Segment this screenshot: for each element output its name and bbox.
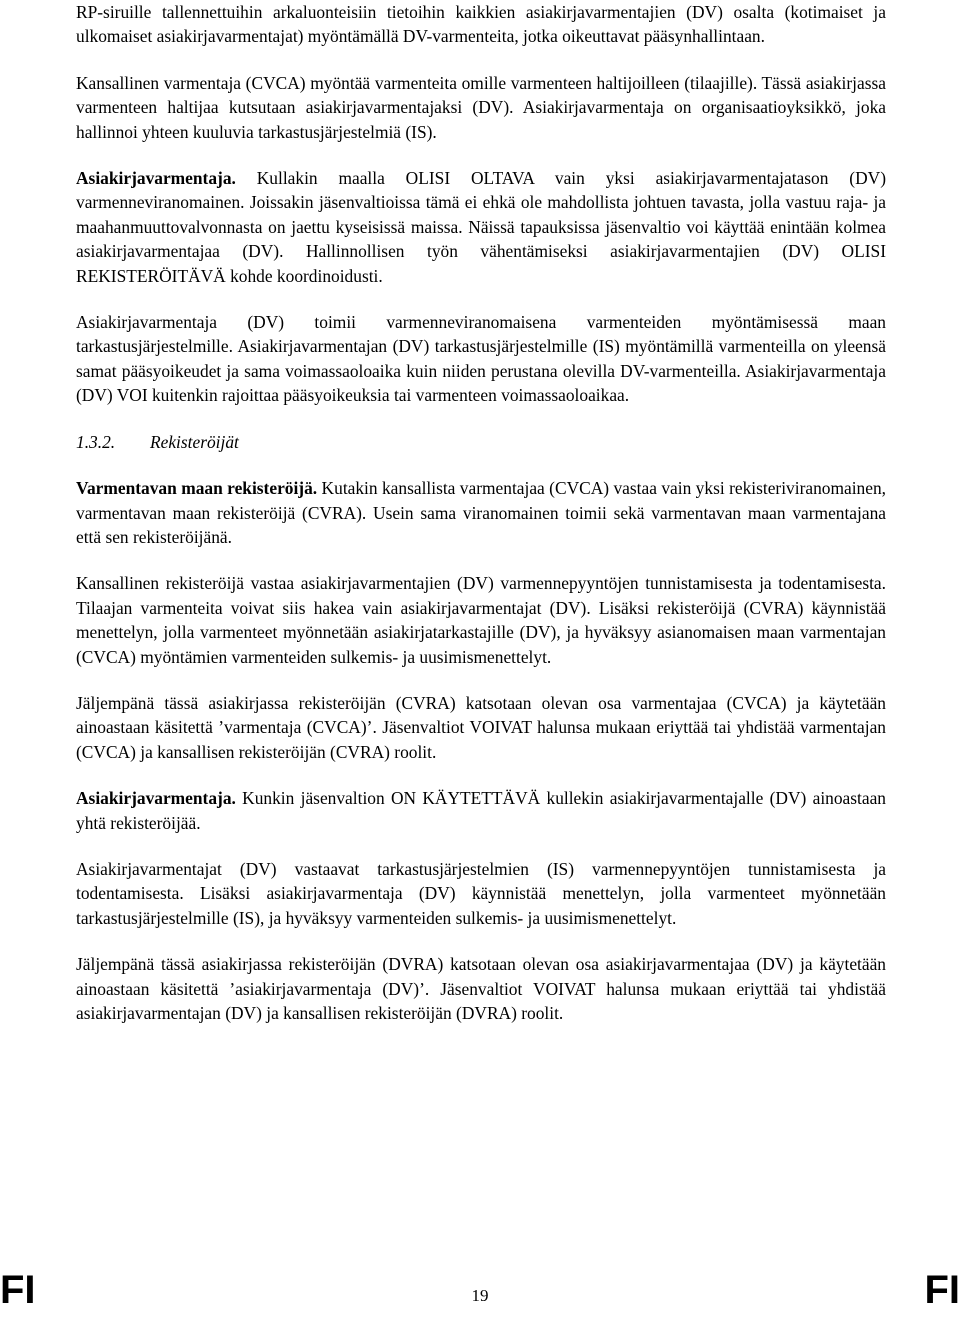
paragraph-2: Kansallinen varmentaja (CVCA) myöntää varmenteita omille varmenteen haltijoilleen (tilaajille). Tässä asiakirjassa varmenteen haltijaa kutsutaan asiakirjavarmentajaksi (DV). Asiakirjavarmentaja on organisaatioyksikkö, joka hallinnoi yhteen kuuluvia tarkastusjärjestelmiä (IS). xyxy=(76,72,886,142)
paragraph-4: Asiakirjavarmentaja (DV) toimii varmenneviranomaisena varmenteiden myöntämisessä maan tarkastusjärjestelmille. Asiakirjavarmentajan (DV) tarkastusjärjestelmille (IS) myöntämillä varmenteilla on yleensä samat pääsyoikeudet ja sama voimassaoloaika kuin niiden perustana olevilla DV-varmenteilla. Asiakirjavarmentaja (DV) VOI kuitenkin rajoittaa pääsyoikeuksia tai varmenteen voimassaoloaikaa. xyxy=(76,312,886,406)
section-title: Rekisteröijät xyxy=(150,431,239,452)
paragraph-5-bold-lead: Varmentavan maan rekisteröijä. xyxy=(76,478,318,499)
paragraph-8-bold-lead: Asiakirjavarmentaja. xyxy=(76,788,236,809)
page-number: 19 xyxy=(471,1286,489,1305)
paragraph-3 xyxy=(76,166,886,288)
section-number: 1.3.2. xyxy=(76,431,116,452)
paragraph-6: Kansallinen rekisteröijä vastaa asiakirjavarmentajien (DV) varmennepyyntöjen tunnistamisesta ja todentamisesta. Tilaajan varmenteita voivat siis hakea vain asiakirjavarmentajat (DV). Lisäksi rekisteröijä (CVRA) käynnistää menettelyn, jolla varmenteet myönnetään asiakirjatarkastajille (DV), ja hyväksyy asianomaisen maan varmentajan (CVCA) myöntämien varmenteiden sulkemis- ja uusimismenettelyt. xyxy=(76,573,886,667)
paragraph-7: Jäljempänä tässä asiakirjassa rekisteröijän (CVRA) katsotaan olevan osa varmentajaa (CVCA) ja käytetään ainoastaan käsitettä ’varmentaja (CVCA)’. Jäsenvaltiot VOIVAT halunsa mukaan eriyttää tai yhdistää varmentajan (CVCA) ja kansallisen rekisteröijän (CVRA) roolit. xyxy=(76,692,886,762)
section-heading xyxy=(76,430,886,454)
footer-language-left: FI xyxy=(0,1268,36,1312)
paragraph-8 xyxy=(76,786,886,835)
paragraph-5 xyxy=(76,476,886,549)
paragraph-3-body: Kullakin maalla OLISI OLTAVA vain yksi asiakirjavarmentajatason (DV) varmenneviranomainen. Joissakin jäsenvaltioissa tämä ei ehkä ole mahdollista johtuen tavasta, jolla vastuu raja- ja maahanmuuttovalvonnasta on jaettu kyseisissä maissa. Näissä tapauksissa jäsenvaltio voi käyttää enintään kolmea asiakirjavarmentajaa (DV). Hallinnollisen työn vähentämiseksi asiakirjavarmentajien (DV) OLISI REKISTERÖITÄVÄ kohde koordinoidusti. xyxy=(76,168,886,286)
paragraph-8-body: Kunkin jäsenvaltion ON KÄYTETTÄVÄ kullekin asiakirjavarmentajalle (DV) ainoastaan yhtä rekisteröijää. xyxy=(76,788,886,833)
footer-language-right: FI xyxy=(924,1268,960,1312)
paragraph-1: RP-siruille tallennettuihin arkaluonteisiin tietoihin kaikkien asiakirjavarmentajien (DV) osalta (kotimaiset ja ulkomaiset asiakirjavarmentajat) myöntämällä DV-varmenteita, jotka oikeuttavat pääsynhallintaan. xyxy=(76,2,886,47)
paragraph-9: Asiakirjavarmentajat (DV) vastaavat tarkastusjärjestelmien (IS) varmennepyyntöjen tunnistamisesta ja todentamisesta. Lisäksi asiakirjavarmentaja (DV) käynnistää menettelyn, jolla varmenteet myönnetään tarkastusjärjestelmille (IS), ja hyväksyy varmenteiden sulkemis- ja uusimismenettelyt. xyxy=(76,858,886,928)
paragraph-10: Jäljempänä tässä asiakirjassa rekisteröijän (DVRA) katsotaan olevan osa asiakirjavarmentajaa (DV) ja käytetään ainoastaan käsitettä ’asiakirjavarmentaja (DV)’. Jäsenvaltiot VOIVAT halunsa mukaan eriyttää tai yhdistää asiakirjavarmentajan (DV) ja kansallisen rekisteröijän (DVRA) roolit. xyxy=(76,954,886,1023)
document-page xyxy=(76,0,886,1025)
paragraph-3-bold-lead: Asiakirjavarmentaja. xyxy=(76,168,236,189)
paragraph-5-body: Kutakin kansallista varmentajaa (CVCA) vastaa vain yksi rekisteriviranomainen, varmentavan maan rekisteröijä (CVRA). Usein sama viranomainen toimii sekä varmentavan maan varmentajana että sen rekisteröijänä. xyxy=(76,478,887,547)
